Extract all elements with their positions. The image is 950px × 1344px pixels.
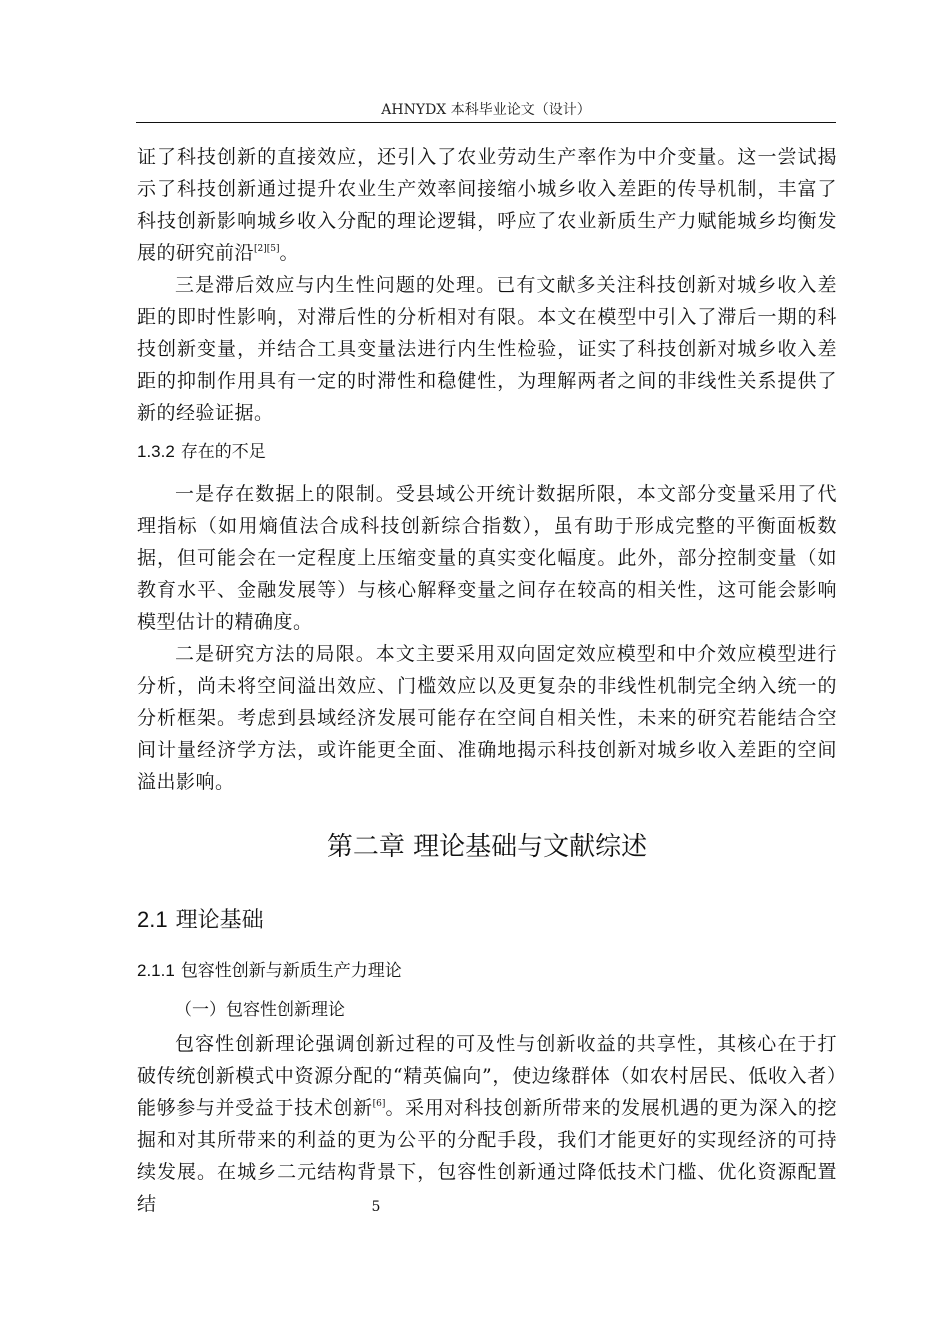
paragraph-lag-effect: 三是滞后效应与内生性问题的处理。已有文献多关注科技创新对城乡收入差距的即时性影响，对滞后性的分析相对有限。本文在模型中引入了滞后一期的科技创新变量，并结合工具变量法进行内生性检验，证实了科技创新对城乡收入差距的抑制作用具有一定的时滞性和稳健性，为理解两者之间的非线性关系提供了新的经验证据。	[137, 274, 837, 424]
section-title: 理论基础	[175, 908, 264, 933]
paragraph-inclusive-innovation	[137, 1028, 837, 1220]
paragraph-text: 证了科技创新的直接效应，还引入了农业劳动生产率作为中介变量。这一尝试揭示了科技创新通过提升农业生产效率间接缩小城乡收入差距的传导机制，丰富了科技创新影响城乡收入分配的理论逻辑，呼应了农业新质生产力赋能城乡均衡发展的研究前沿	[137, 146, 837, 264]
paragraph-text: 包容性创新理论强调创新过程的可及性与创新收益的共享性，其核心在于打破传统创新模式中资源分配的“精英偏向”，使边缘群体（如农村居民、低收入者）能够参与并受益于技术创新	[137, 1033, 837, 1119]
chapter-title: 第二章 理论基础与文献综述	[326, 832, 648, 862]
citation: [2][5]	[254, 244, 280, 254]
paragraph-data-limitation: 一是存在数据上的限制。受县域公开统计数据所限，本文部分变量采用了代理指标（如用熵值法合成科技创新综合指数），虽有助于形成完整的平衡面板数据，但可能会在一定程度上压缩变量的真实变化幅度。此外，部分控制变量（如教育水平、金融发展等）与核心解释变量之间存在较高的相关性，这可能会影响模型估计的精确度。	[137, 483, 837, 633]
section-number: 2.1	[137, 907, 168, 932]
section-heading-2-1	[137, 905, 264, 936]
header-divider	[136, 122, 836, 123]
section-title: 包容性创新与新质生产力理论	[180, 961, 402, 981]
section-number: 2.1.1	[137, 961, 175, 980]
paragraph-end: 。	[279, 242, 300, 264]
page-number: 5	[371, 1199, 381, 1215]
paragraph-continued	[137, 141, 837, 269]
section-heading-1-3-2	[137, 440, 266, 464]
paragraph-text-rest: 。采用对科技创新所带来的发展机遇的更为深入的挖掘和对其所带来的利益的更为公平的分配手段，我们才能更好的实现经济的可持续发展。在城乡二元结构背景下，包容性创新通过降低技术门槛、优化资源配置结	[137, 1097, 837, 1215]
section-title: 存在的不足	[180, 442, 266, 462]
subsection-heading: （一）包容性创新理论	[175, 1000, 345, 1020]
section-heading-2-1-1	[137, 959, 402, 983]
running-header: AHNYDX 本科毕业论文（设计）	[381, 102, 591, 118]
section-number: 1.3.2	[137, 442, 175, 461]
paragraph-method-limitation: 二是研究方法的局限。本文主要采用双向固定效应模型和中介效应模型进行分析，尚未将空间溢出效应、门槛效应以及更复杂的非线性机制完全纳入统一的分析框架。考虑到县域经济发展可能存在空间自相关性，未来的研究若能结合空间计量经济学方法，或许能更全面、准确地揭示科技创新对城乡收入差距的空间溢出影响。	[137, 643, 837, 793]
citation: [6]	[372, 1099, 386, 1109]
